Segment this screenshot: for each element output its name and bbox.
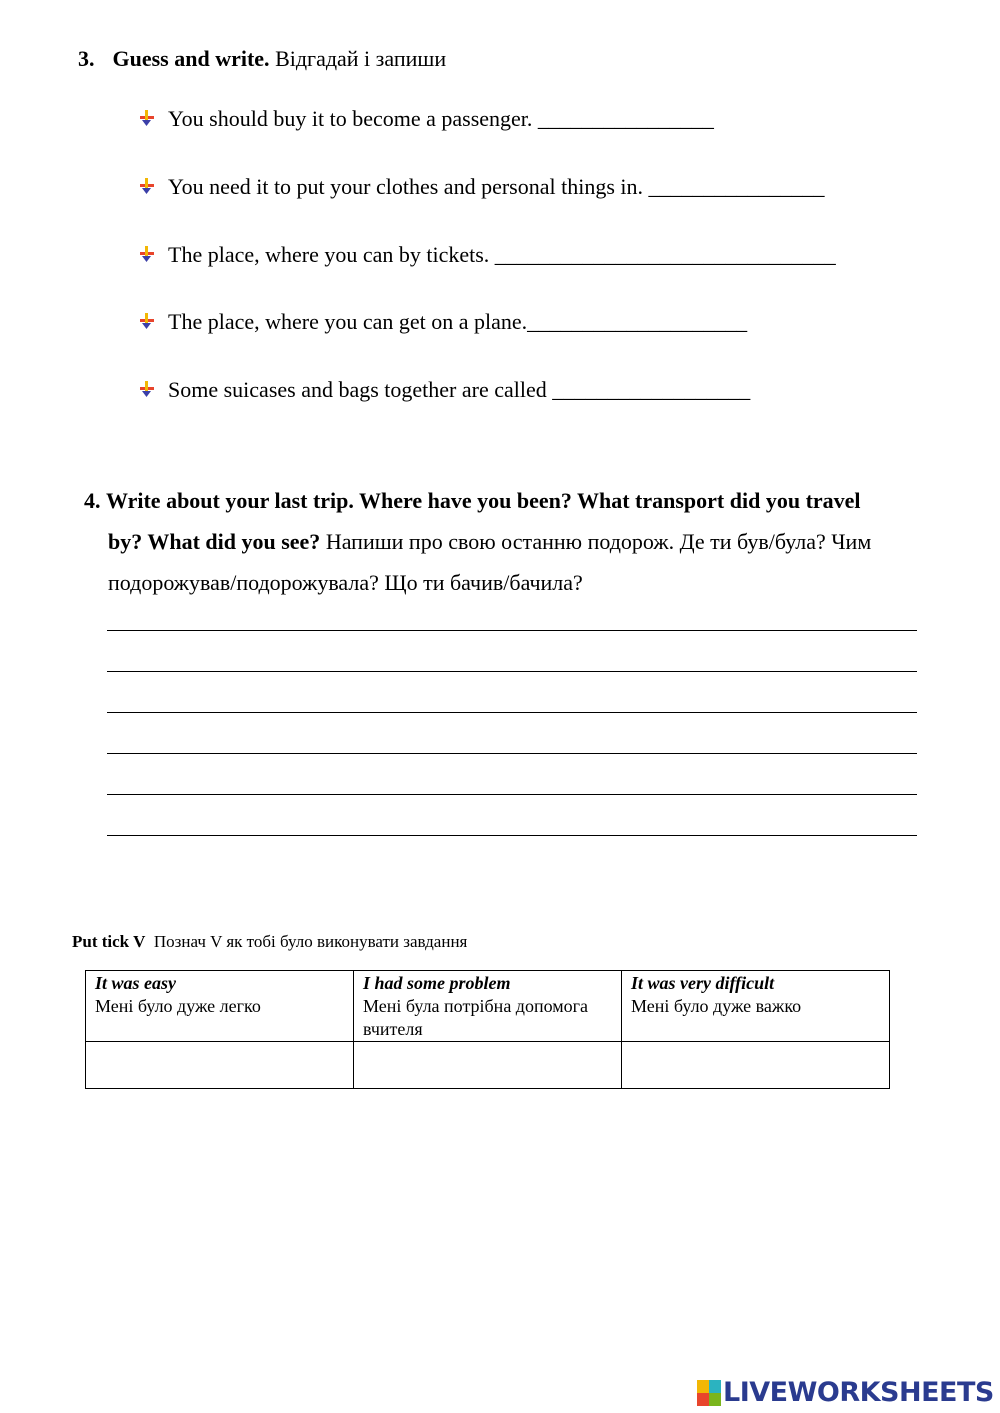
column-text: Мені була потрібна допомога вчителя <box>363 996 589 1039</box>
arrow-bullet-icon <box>138 178 158 196</box>
guess-item-text: The place, where you can by tickets. _______________________________ <box>168 242 836 267</box>
section-3-number: 3. <box>78 46 95 71</box>
self-assessment-table <box>85 970 890 1089</box>
section-3-heading <box>78 46 446 72</box>
section-3-title-ua: Відгадай і запиши <box>275 46 447 71</box>
answer-line[interactable] <box>107 630 917 631</box>
guess-item-text: You should buy it to become a passenger. ________________ <box>168 106 714 131</box>
column-text: Мені було дуже важко <box>631 996 802 1016</box>
column-some-problem <box>354 971 622 1042</box>
answer-line[interactable] <box>107 753 917 754</box>
guess-item-text: Some suicases and bags together are called __________________ <box>168 377 751 402</box>
put-tick-label-ua: Познач V як тобі було виконувати завдання <box>153 932 468 951</box>
guess-item[interactable] <box>138 377 750 403</box>
section-4-title-line2: by? What did you see? <box>108 529 321 554</box>
guess-item[interactable] <box>138 174 825 200</box>
put-tick-label: Put tick V <box>72 932 146 951</box>
guess-item-text: The place, where you can get on a plane.____________________ <box>168 309 748 334</box>
section-4-title-line1: Write about your last trip. Where have you been? What transport did you travel <box>106 488 861 513</box>
section-3-title-en: Guess and write. <box>112 46 270 71</box>
guess-item[interactable] <box>138 106 714 132</box>
section-4-number: 4. <box>84 488 101 513</box>
section-4-instruction-ua-cont: подорожував/подорожувала? Що ти бачив/бачила? <box>108 570 583 595</box>
tick-cell-easy[interactable] <box>86 1042 354 1089</box>
self-assessment-label <box>72 932 467 952</box>
column-very-difficult <box>622 971 890 1042</box>
column-title: It was easy <box>95 973 176 993</box>
liveworksheets-logo <box>697 1377 994 1408</box>
liveworksheets-logo-text: LIVEWORKSHEETS <box>723 1377 994 1408</box>
answer-line[interactable] <box>107 794 917 795</box>
answer-line[interactable] <box>107 712 917 713</box>
column-text: Мені було дуже легко <box>95 996 261 1016</box>
section-4-heading <box>84 480 944 603</box>
liveworksheets-logo-icon <box>697 1380 721 1406</box>
answer-line[interactable] <box>107 671 917 672</box>
column-title: I had some problem <box>363 973 511 993</box>
column-easy <box>86 971 354 1042</box>
column-title: It was very difficult <box>631 973 775 993</box>
tick-cell-very-difficult[interactable] <box>622 1042 890 1089</box>
arrow-bullet-icon <box>138 246 158 264</box>
guess-item[interactable] <box>138 242 836 268</box>
section-4-instruction-ua: Напиши про свою останню подорож. Де ти був/була? Чим <box>325 529 872 554</box>
guess-item[interactable] <box>138 309 747 335</box>
arrow-bullet-icon <box>138 110 158 128</box>
answer-line[interactable] <box>107 835 917 836</box>
guess-item-text: You need it to put your clothes and personal things in. ________________ <box>168 174 825 199</box>
arrow-bullet-icon <box>138 313 158 331</box>
arrow-bullet-icon <box>138 381 158 399</box>
tick-cell-some-problem[interactable] <box>354 1042 622 1089</box>
